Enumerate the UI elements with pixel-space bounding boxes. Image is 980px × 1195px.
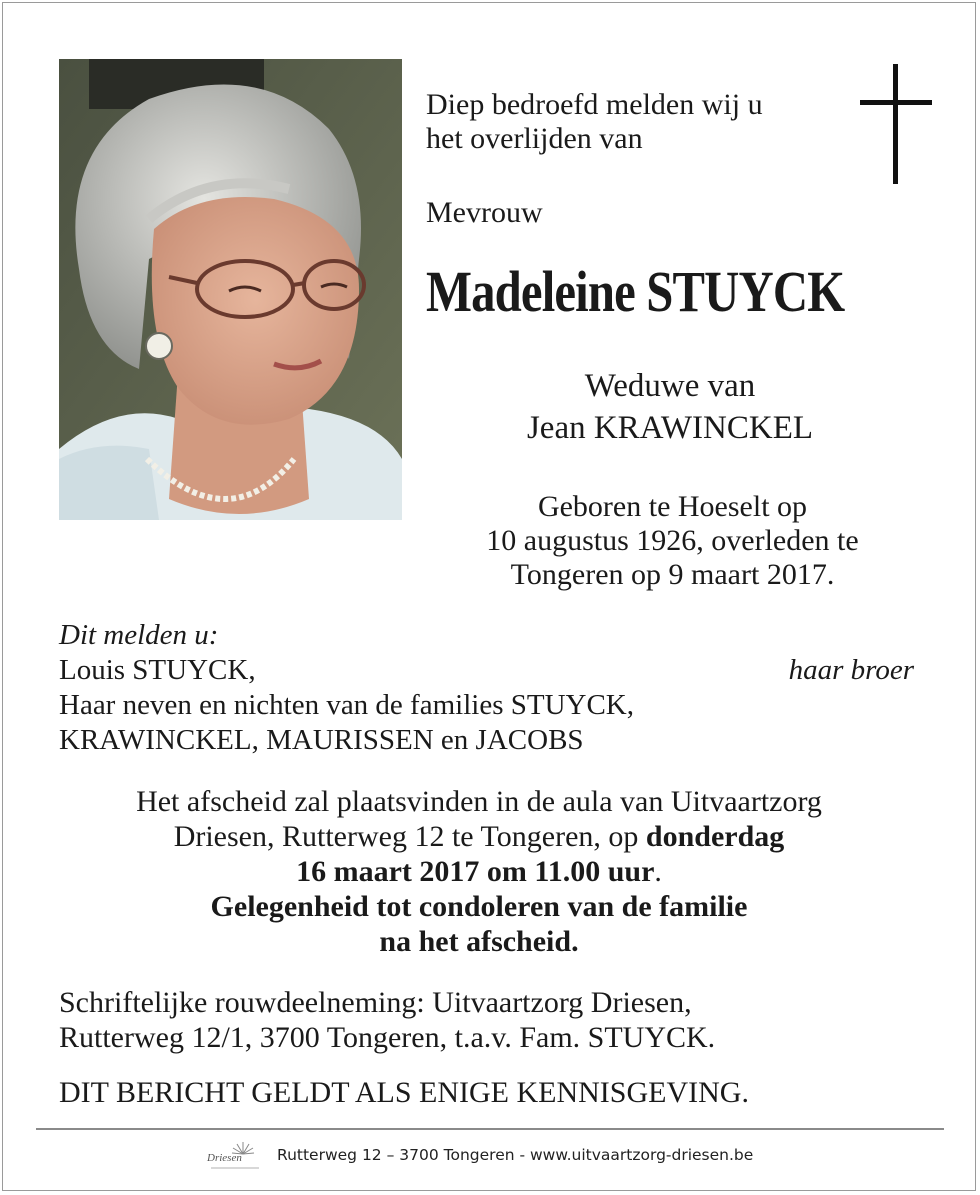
condolence-text-1: Gelegenheid tot condoleren van de familie [210,890,748,923]
intro-line-1: Diep bedroefd melden wij u [426,88,763,121]
ceremony-line-3 [59,854,899,889]
announcer-relation: haar broer [788,654,914,686]
announcers-section [59,618,914,758]
widow-label: Weduwe van [584,368,756,404]
families-line-2: KRAWINCKEL, MAURISSEN en JACOBS [59,724,584,756]
families-line-1: Haar neven en nichten van de families STUYCK, [59,689,634,721]
notice-text: DIT BERICHT GELDT ALS ENIGE KENNISGEVING. [59,1076,749,1109]
ceremony-datetime: 16 maart 2017 om 11.00 uur [296,855,655,888]
ceremony-line-2 [59,819,899,854]
intro-text [426,88,763,156]
announcer-row [59,653,914,688]
footer-address: Rutterweg 12 – 3700 Tongeren - www.uitvaartzorg-driesen.be [277,1146,754,1164]
intro-line-2: het overlijden van [426,122,643,155]
condolence-line-1 [59,889,899,924]
announcers-heading: Dit melden u: [59,619,219,651]
born-line-1: Geboren te Hoeselt op [537,490,808,523]
written-line-2: Rutterweg 12/1, 3700 Tongeren, t.a.v. Fam. STUYCK. [59,1021,716,1054]
cross-icon [860,64,932,186]
ceremony-day: donderdag [645,820,785,853]
ceremony-line-2-plain: Driesen, Rutterweg 12 te Tongeren, op [173,820,646,853]
condolence-text-2: na het afscheid. [379,925,579,958]
footer [0,1140,980,1174]
born-line-3: Tongeren op 9 maart 2017. [510,558,835,591]
condolence-line-2 [59,924,899,959]
born-line-2: 10 augustus 1926, overleden te [486,524,859,557]
portrait-photo [59,59,402,520]
written-line-1: Schriftelijke rouwdeelneming: Uitvaartzorg Driesen, [59,986,692,1019]
footer-divider [36,1128,944,1130]
announcer-person: Louis STUYCK, [59,654,256,686]
deceased-name: Madeleine STUYCK [426,259,845,324]
written-condolence [59,985,715,1055]
widow-spouse-name: Jean KRAWINCKEL [526,410,814,446]
ceremony-line-3-plain: . [654,855,662,888]
ceremony-section [59,784,899,959]
driesen-logo-icon [207,1140,263,1172]
ceremony-line-1: Het afscheid zal plaatsvinden in de aula van Uitvaartzorg [136,785,822,818]
salutation: Mevrouw [426,196,543,229]
logo-text: Driesen [207,1152,242,1164]
birth-death-info [430,490,915,592]
